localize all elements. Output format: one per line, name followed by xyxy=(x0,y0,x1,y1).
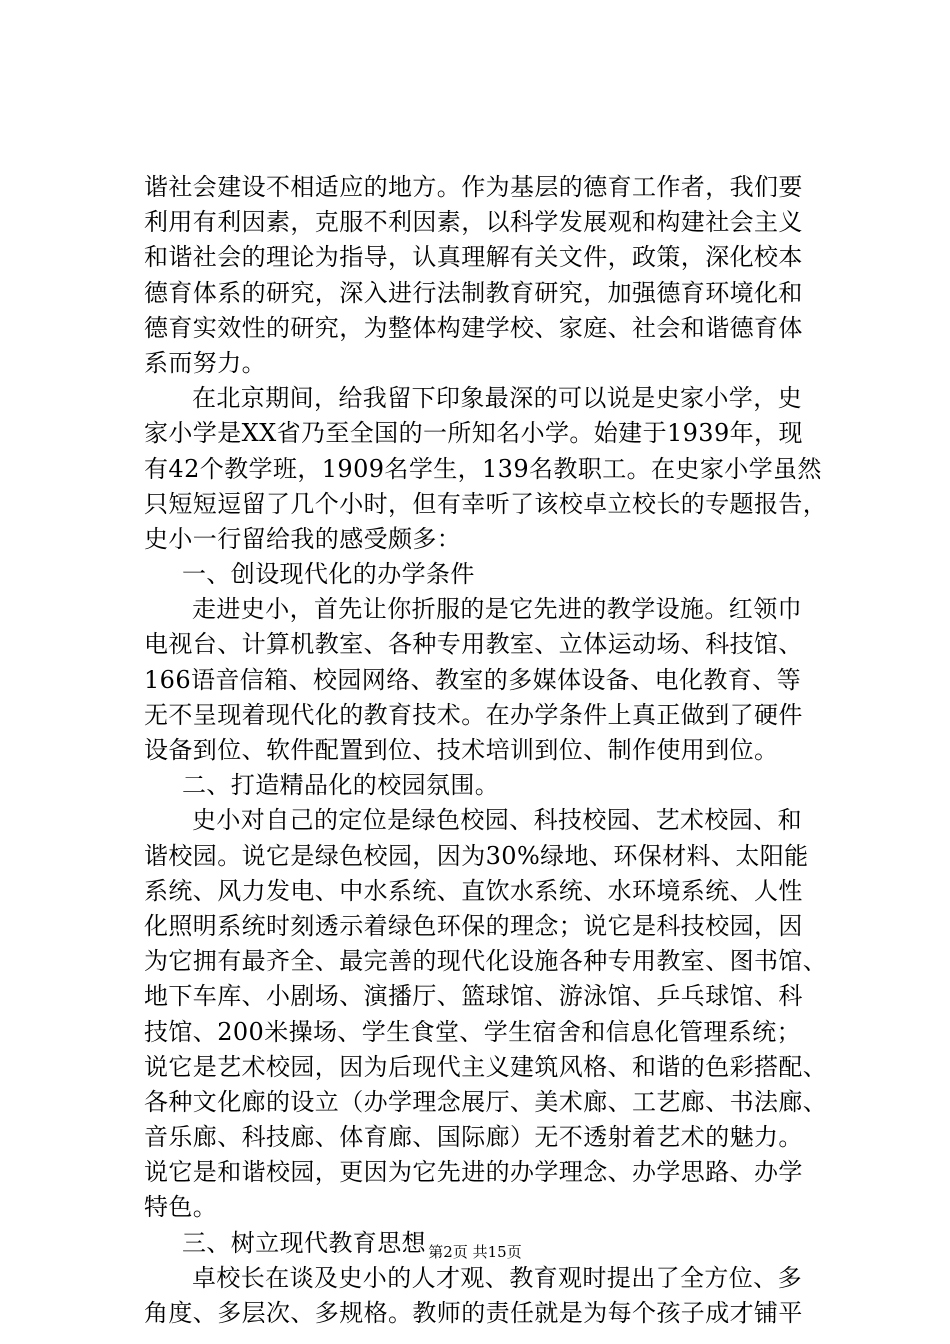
page-number-label: 第2页 共15页 xyxy=(428,1243,522,1261)
section-heading-line: 二、打造精品化的校园氛围。 xyxy=(182,771,500,800)
text-line: 德育体系的研究，深入进行法制教育研究，加强德育环境化和 xyxy=(144,278,803,307)
text-line: 系而努力。 xyxy=(144,348,266,377)
text-line: 有42个教学班，1909名学生，139名教职工。在史家小学虽然 xyxy=(144,454,822,483)
text-line: 设备到位、软件配置到位、技术培训到位、制作使用到位。 xyxy=(144,736,779,764)
text-line: 家小学是XX省乃至全国的一所知名小学。始建于1939年，现 xyxy=(144,419,803,448)
page-footer xyxy=(0,1242,950,1262)
text-line: 利用有利因素，克服不利因素，以科学发展观和构建社会主义 xyxy=(144,208,803,237)
text-line: 地下车库、小剧场、演播厅、篮球馆、游泳馆、乒乓球馆、科 xyxy=(144,982,803,1011)
text-line: 在北京期间，给我留下印象最深的可以说是史家小学，史 xyxy=(192,384,802,413)
text-line: 德育实效性的研究，为整体构建学校、家庭、社会和谐德育体 xyxy=(144,313,803,342)
text-line: 史小一行留给我的感受颇多： xyxy=(144,524,462,553)
text-line: 化照明系统时刻透示着绿色环保的理念；说它是科技校园，因 xyxy=(144,911,803,940)
text-line: 角度、多层次、多规格。教师的责任就是为每个孩子成才铺平 xyxy=(144,1299,803,1327)
text-line: 史小对自己的定位是绿色校园、科技校园、艺术校园、和 xyxy=(192,806,802,835)
text-line: 只短短逗留了几个小时，但有幸听了该校卓立校长的专题报告， xyxy=(144,489,828,518)
text-line: 音乐廊、科技廊、体育廊、国际廊）无不透射着艺术的魅力。 xyxy=(144,1123,803,1152)
text-line: 各种文化廊的设立（办学理念展厅、美术廊、工艺廊、书法廊、 xyxy=(144,1087,828,1116)
section-heading-line: 一、创设现代化的办学条件 xyxy=(182,560,475,589)
text-line: 166语音信箱、校园网络、教室的多媒体设备、电化教育、等 xyxy=(144,665,802,694)
text-line: 谐社会建设不相适应的地方。作为基层的德育工作者，我们要 xyxy=(144,173,803,201)
text-line: 为它拥有最齐全、最完善的现代化设施各种专用教室、图书馆、 xyxy=(144,947,828,976)
section-heading-line: 三、树立现代教育思想 xyxy=(182,1228,426,1257)
text-line: 电视台、计算机教室、各种专用教室、立体运动场、科技馆、 xyxy=(144,630,803,659)
text-line: 谐校园。说它是绿色校园，因为30%绿地、环保材料、太阳能 xyxy=(144,841,809,870)
text-line: 说它是艺术校园，因为后现代主义建筑风格、和谐的色彩搭配、 xyxy=(144,1052,828,1081)
document-body xyxy=(144,170,834,1331)
text-line: 说它是和谐校园，更因为它先进的办学理念、办学思路、办学 xyxy=(144,1158,803,1187)
text-line: 卓校长在谈及史小的人才观、教育观时提出了全方位、多 xyxy=(192,1263,802,1292)
text-line: 系统、风力发电、中水系统、直饮水系统、水环境系统、人性 xyxy=(144,876,803,905)
text-line: 技馆、200米操场、学生食堂、学生宿舍和信息化管理系统； xyxy=(144,1017,802,1046)
text-line: 和谐社会的理论为指导，认真理解有关文件，政策，深化校本 xyxy=(144,243,803,272)
text-line: 特色。 xyxy=(144,1193,218,1222)
text-line: 走进史小，首先让你折服的是它先进的教学设施。红领巾 xyxy=(192,595,802,624)
text-line: 无不呈现着现代化的教育技术。在办学条件上真正做到了硬件 xyxy=(144,700,803,729)
